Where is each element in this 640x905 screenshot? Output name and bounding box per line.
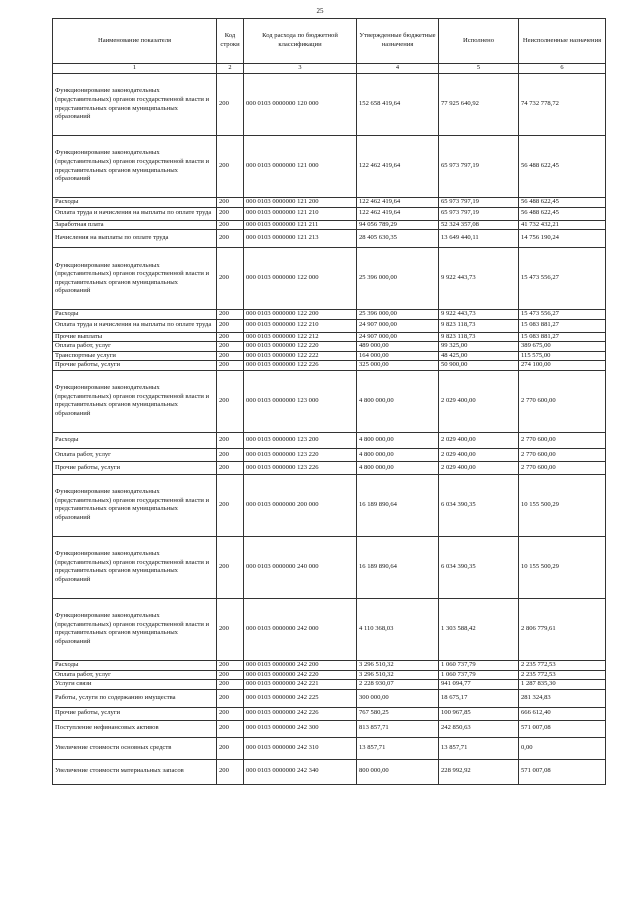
table-row xyxy=(53,461,606,474)
row-line-code: 200 xyxy=(217,474,244,536)
row-approved: 16 189 890,64 xyxy=(357,474,439,536)
row-unexecuted: 15 473 556,27 xyxy=(519,310,606,320)
row-budget-code: 000 0103 0000000 122 210 xyxy=(244,319,357,332)
row-name: Функционирование законодательных (представительных) органов государственной власти и представительных органов муниципальных образований xyxy=(53,370,217,432)
row-executed: 99 325,00 xyxy=(439,342,519,352)
row-unexecuted: 56 488 622,45 xyxy=(519,136,606,198)
row-budget-code: 000 0103 0000000 240 000 xyxy=(244,536,357,598)
row-approved: 767 580,25 xyxy=(357,707,439,720)
column-number: 3 xyxy=(244,64,357,74)
row-approved: 16 189 890,64 xyxy=(357,536,439,598)
row-line-code: 200 xyxy=(217,319,244,332)
header-budget-code: Код расхода по бюджетной классификации xyxy=(244,19,357,64)
table-row xyxy=(53,598,606,660)
row-line-code: 200 xyxy=(217,432,244,448)
row-approved: 28 405 630,35 xyxy=(357,230,439,248)
row-budget-code: 000 0103 0000000 121 213 xyxy=(244,230,357,248)
row-line-code: 200 xyxy=(217,198,244,208)
row-name: Функционирование законодательных (представительных) органов государственной власти и представительных органов муниципальных образований xyxy=(53,136,217,198)
row-unexecuted: 56 488 622,45 xyxy=(519,198,606,208)
row-unexecuted: 2 770 600,00 xyxy=(519,448,606,461)
row-approved: 122 462 419,64 xyxy=(357,207,439,220)
row-unexecuted: 2 806 779,61 xyxy=(519,598,606,660)
row-executed: 77 925 640,92 xyxy=(439,74,519,136)
row-budget-code: 000 0103 0000000 121 210 xyxy=(244,207,357,220)
row-budget-code: 000 0103 0000000 242 300 xyxy=(244,720,357,737)
row-unexecuted: 56 488 622,45 xyxy=(519,207,606,220)
row-budget-code: 000 0103 0000000 121 000 xyxy=(244,136,357,198)
row-executed: 2 029 400,00 xyxy=(439,432,519,448)
table-row xyxy=(53,342,606,352)
table-row xyxy=(53,220,606,230)
table-row xyxy=(53,310,606,320)
column-number: 6 xyxy=(519,64,606,74)
row-budget-code: 000 0103 0000000 122 220 xyxy=(244,342,357,352)
row-line-code: 200 xyxy=(217,737,244,759)
row-unexecuted: 15 083 881,27 xyxy=(519,319,606,332)
row-approved: 122 462 419,64 xyxy=(357,136,439,198)
table-row xyxy=(53,74,606,136)
row-unexecuted: 10 155 500,29 xyxy=(519,536,606,598)
row-name: Функционирование законодательных (представительных) органов государственной власти и представительных органов муниципальных образований xyxy=(53,474,217,536)
row-line-code: 200 xyxy=(217,598,244,660)
row-line-code: 200 xyxy=(217,220,244,230)
row-budget-code: 000 0103 0000000 122 200 xyxy=(244,310,357,320)
row-name: Прочие работы, услуги xyxy=(53,707,217,720)
row-unexecuted: 571 007,08 xyxy=(519,759,606,784)
row-name: Расходы xyxy=(53,198,217,208)
row-budget-code: 000 0103 0000000 121 211 xyxy=(244,220,357,230)
row-approved: 13 857,71 xyxy=(357,737,439,759)
row-approved: 3 296 510,32 xyxy=(357,660,439,670)
table-row xyxy=(53,248,606,310)
budget-execution-table xyxy=(52,18,606,785)
row-approved: 300 000,00 xyxy=(357,689,439,707)
row-name: Функционирование законодательных (представительных) органов государственной власти и представительных органов муниципальных образований xyxy=(53,74,217,136)
table-row xyxy=(53,737,606,759)
row-budget-code: 000 0103 0000000 122 226 xyxy=(244,361,357,371)
row-budget-code: 000 0103 0000000 121 200 xyxy=(244,198,357,208)
row-unexecuted: 2 770 600,00 xyxy=(519,432,606,448)
row-approved: 489 000,00 xyxy=(357,342,439,352)
row-approved: 94 056 789,29 xyxy=(357,220,439,230)
row-executed: 1 060 737,79 xyxy=(439,670,519,680)
table-row xyxy=(53,689,606,707)
row-unexecuted: 41 732 432,21 xyxy=(519,220,606,230)
row-line-code: 200 xyxy=(217,136,244,198)
row-unexecuted: 571 007,08 xyxy=(519,720,606,737)
row-unexecuted: 10 155 500,29 xyxy=(519,474,606,536)
header-line-code: Код строки xyxy=(217,19,244,64)
row-line-code: 200 xyxy=(217,707,244,720)
row-executed: 228 992,92 xyxy=(439,759,519,784)
row-name: Работы, услуги по содержанию имущества xyxy=(53,689,217,707)
row-budget-code: 000 0103 0000000 242 310 xyxy=(244,737,357,759)
column-number: 4 xyxy=(357,64,439,74)
row-line-code: 200 xyxy=(217,461,244,474)
row-unexecuted: 2 770 600,00 xyxy=(519,461,606,474)
row-budget-code: 000 0103 0000000 242 221 xyxy=(244,680,357,690)
table-row xyxy=(53,680,606,690)
row-line-code: 200 xyxy=(217,536,244,598)
row-approved: 24 907 000,00 xyxy=(357,332,439,342)
row-unexecuted: 2 235 772,53 xyxy=(519,660,606,670)
row-approved: 4 800 000,00 xyxy=(357,432,439,448)
row-line-code: 200 xyxy=(217,342,244,352)
row-line-code: 200 xyxy=(217,230,244,248)
row-approved: 164 000,00 xyxy=(357,351,439,361)
row-budget-code: 000 0103 0000000 122 222 xyxy=(244,351,357,361)
header-approved: Утвержденные бюджетные назначения xyxy=(357,19,439,64)
row-unexecuted: 274 100,00 xyxy=(519,361,606,371)
row-unexecuted: 15 083 881,27 xyxy=(519,332,606,342)
table-row xyxy=(53,707,606,720)
row-approved: 25 396 000,00 xyxy=(357,248,439,310)
row-line-code: 200 xyxy=(217,670,244,680)
header-unexecuted: Неисполненные назначения xyxy=(519,19,606,64)
table-row xyxy=(53,332,606,342)
row-name: Поступление нефинансовых активов xyxy=(53,720,217,737)
row-line-code: 200 xyxy=(217,370,244,432)
row-unexecuted: 1 287 835,30 xyxy=(519,680,606,690)
row-executed: 9 922 443,73 xyxy=(439,248,519,310)
row-name: Функционирование законодательных (представительных) органов государственной власти и представительных органов муниципальных образований xyxy=(53,248,217,310)
row-executed: 9 823 118,73 xyxy=(439,319,519,332)
row-unexecuted: 281 324,83 xyxy=(519,689,606,707)
row-budget-code: 000 0103 0000000 200 000 xyxy=(244,474,357,536)
row-approved: 24 907 000,00 xyxy=(357,319,439,332)
table-row xyxy=(53,670,606,680)
row-name: Оплата работ, услуг xyxy=(53,448,217,461)
row-line-code: 200 xyxy=(217,361,244,371)
table-row xyxy=(53,720,606,737)
row-unexecuted: 2 770 600,00 xyxy=(519,370,606,432)
table-row xyxy=(53,759,606,784)
row-executed: 6 034 390,35 xyxy=(439,474,519,536)
row-line-code: 200 xyxy=(217,759,244,784)
row-approved: 4 800 000,00 xyxy=(357,461,439,474)
row-name: Расходы xyxy=(53,432,217,448)
row-name: Оплата труда и начисления на выплаты по оплате труда xyxy=(53,207,217,220)
row-executed: 18 675,17 xyxy=(439,689,519,707)
row-budget-code: 000 0103 0000000 242 225 xyxy=(244,689,357,707)
row-executed: 242 850,63 xyxy=(439,720,519,737)
row-name: Увеличение стоимости материальных запасов xyxy=(53,759,217,784)
table-row xyxy=(53,207,606,220)
table-row xyxy=(53,361,606,371)
row-budget-code: 000 0103 0000000 242 226 xyxy=(244,707,357,720)
row-approved: 4 800 000,00 xyxy=(357,370,439,432)
row-approved: 2 228 930,07 xyxy=(357,680,439,690)
row-unexecuted: 115 575,00 xyxy=(519,351,606,361)
row-executed: 13 649 440,11 xyxy=(439,230,519,248)
row-name: Расходы xyxy=(53,660,217,670)
row-budget-code: 000 0103 0000000 120 000 xyxy=(244,74,357,136)
column-number: 2 xyxy=(217,64,244,74)
row-approved: 800 000,00 xyxy=(357,759,439,784)
row-executed: 2 029 400,00 xyxy=(439,461,519,474)
table-row xyxy=(53,230,606,248)
row-line-code: 200 xyxy=(217,351,244,361)
row-approved: 813 857,71 xyxy=(357,720,439,737)
row-executed: 13 857,71 xyxy=(439,737,519,759)
row-line-code: 200 xyxy=(217,660,244,670)
table-row xyxy=(53,136,606,198)
row-name: Функционирование законодательных (представительных) органов государственной власти и представительных органов муниципальных образований xyxy=(53,536,217,598)
table-row xyxy=(53,448,606,461)
row-line-code: 200 xyxy=(217,207,244,220)
header-executed: Исполнено xyxy=(439,19,519,64)
header-name: Наименование показателя xyxy=(53,19,217,64)
row-executed: 1 060 737,79 xyxy=(439,660,519,670)
row-approved: 3 296 510,32 xyxy=(357,670,439,680)
table-row xyxy=(53,474,606,536)
row-executed: 2 029 400,00 xyxy=(439,448,519,461)
row-budget-code: 000 0103 0000000 122 000 xyxy=(244,248,357,310)
row-unexecuted: 389 675,00 xyxy=(519,342,606,352)
table-row xyxy=(53,351,606,361)
row-name: Расходы xyxy=(53,310,217,320)
table-row xyxy=(53,660,606,670)
row-line-code: 200 xyxy=(217,680,244,690)
row-name: Услуги связи xyxy=(53,680,217,690)
row-approved: 122 462 419,64 xyxy=(357,198,439,208)
row-name: Заработная плата xyxy=(53,220,217,230)
table-row xyxy=(53,319,606,332)
row-executed: 65 973 797,19 xyxy=(439,198,519,208)
row-name: Увеличение стоимости основных средств xyxy=(53,737,217,759)
row-name: Прочие работы, услуги xyxy=(53,361,217,371)
row-executed: 9 922 443,73 xyxy=(439,310,519,320)
column-number-row xyxy=(53,64,606,74)
row-executed: 52 324 357,08 xyxy=(439,220,519,230)
row-executed: 48 425,00 xyxy=(439,351,519,361)
table-row xyxy=(53,432,606,448)
row-executed: 1 303 588,42 xyxy=(439,598,519,660)
row-line-code: 200 xyxy=(217,689,244,707)
row-name: Прочие работы, услуги xyxy=(53,461,217,474)
row-unexecuted: 15 473 556,27 xyxy=(519,248,606,310)
table-row xyxy=(53,198,606,208)
row-line-code: 200 xyxy=(217,448,244,461)
table-row xyxy=(53,536,606,598)
row-budget-code: 000 0103 0000000 242 220 xyxy=(244,670,357,680)
row-name: Прочие выплаты xyxy=(53,332,217,342)
row-executed: 2 029 400,00 xyxy=(439,370,519,432)
row-executed: 65 973 797,19 xyxy=(439,207,519,220)
row-budget-code: 000 0103 0000000 122 212 xyxy=(244,332,357,342)
row-line-code: 200 xyxy=(217,248,244,310)
row-unexecuted: 74 732 778,72 xyxy=(519,74,606,136)
row-executed: 941 094,77 xyxy=(439,680,519,690)
row-budget-code: 000 0103 0000000 123 200 xyxy=(244,432,357,448)
row-unexecuted: 14 756 190,24 xyxy=(519,230,606,248)
row-budget-code: 000 0103 0000000 123 226 xyxy=(244,461,357,474)
row-name: Начисления на выплаты по оплате труда xyxy=(53,230,217,248)
row-budget-code: 000 0103 0000000 242 000 xyxy=(244,598,357,660)
row-line-code: 200 xyxy=(217,720,244,737)
row-name: Функционирование законодательных (представительных) органов государственной власти и представительных органов муниципальных образований xyxy=(53,598,217,660)
column-number: 1 xyxy=(53,64,217,74)
row-approved: 4 110 368,03 xyxy=(357,598,439,660)
row-name: Оплата работ, услуг xyxy=(53,670,217,680)
row-unexecuted: 0,00 xyxy=(519,737,606,759)
page-number: 25 xyxy=(316,7,324,15)
row-unexecuted: 2 235 772,53 xyxy=(519,670,606,680)
column-number: 5 xyxy=(439,64,519,74)
row-executed: 6 034 390,35 xyxy=(439,536,519,598)
row-budget-code: 000 0103 0000000 123 000 xyxy=(244,370,357,432)
row-executed: 9 823 118,73 xyxy=(439,332,519,342)
row-budget-code: 000 0103 0000000 242 200 xyxy=(244,660,357,670)
row-line-code: 200 xyxy=(217,310,244,320)
row-approved: 325 000,00 xyxy=(357,361,439,371)
row-name: Транспортные услуги xyxy=(53,351,217,361)
row-line-code: 200 xyxy=(217,332,244,342)
row-approved: 25 396 000,00 xyxy=(357,310,439,320)
row-budget-code: 000 0103 0000000 242 340 xyxy=(244,759,357,784)
row-executed: 50 900,00 xyxy=(439,361,519,371)
row-budget-code: 000 0103 0000000 123 220 xyxy=(244,448,357,461)
row-approved: 152 658 419,64 xyxy=(357,74,439,136)
row-unexecuted: 666 612,40 xyxy=(519,707,606,720)
row-executed: 65 973 797,19 xyxy=(439,136,519,198)
row-executed: 100 967,85 xyxy=(439,707,519,720)
row-name: Оплата работ, услуг xyxy=(53,342,217,352)
header-row xyxy=(53,19,606,64)
row-approved: 4 800 000,00 xyxy=(357,448,439,461)
table-row xyxy=(53,370,606,432)
row-name: Оплата труда и начисления на выплаты по оплате труда xyxy=(53,319,217,332)
row-line-code: 200 xyxy=(217,74,244,136)
